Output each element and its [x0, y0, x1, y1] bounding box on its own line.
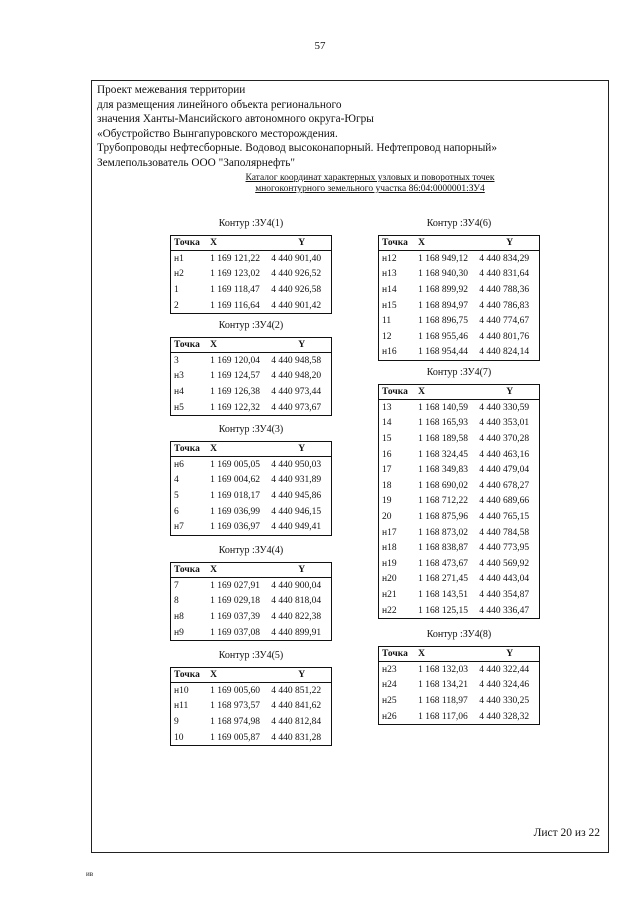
- x-cell: 1 169 027,91: [210, 580, 261, 591]
- table-row: [171, 384, 332, 400]
- table-row: [171, 353, 332, 369]
- table-row: [379, 525, 540, 541]
- point-cell: н20: [382, 574, 397, 585]
- y-cell: 4 440 330,59: [479, 402, 530, 413]
- y-cell: 4 440 946,15: [271, 506, 322, 517]
- x-cell: 1 168 954,44: [418, 347, 469, 358]
- coordinate-table: [170, 337, 332, 416]
- y-cell: 4 440 948,20: [271, 371, 322, 382]
- point-cell: н10: [174, 685, 189, 696]
- y-header: Y: [268, 668, 331, 683]
- point-cell: н1: [174, 253, 184, 264]
- point-header: Точка: [379, 647, 416, 662]
- table-row: [379, 298, 540, 314]
- y-cell: 4 440 931,89: [271, 475, 322, 486]
- point-header: Точка: [171, 338, 208, 353]
- table-row: [171, 714, 332, 730]
- x-cell: 1 168 473,67: [418, 558, 469, 569]
- table-row: [171, 609, 332, 625]
- table-row: [171, 282, 332, 298]
- x-cell: 1 168 125,15: [418, 605, 469, 616]
- contour-title: Контур :ЗУ4(7): [426, 367, 492, 378]
- point-header: Точка: [379, 236, 416, 251]
- point-cell: н9: [174, 627, 184, 638]
- x-cell: 1 169 018,17: [210, 490, 261, 501]
- x-cell: 1 169 116,64: [210, 300, 260, 311]
- x-header: X: [415, 236, 476, 251]
- y-cell: 4 440 949,41: [271, 522, 322, 533]
- contour-title: Контур :ЗУ4(8): [426, 629, 492, 640]
- table-row: [379, 267, 540, 283]
- point-cell: н26: [382, 711, 397, 722]
- point-header: Точка: [171, 442, 208, 457]
- x-header: X: [415, 385, 476, 400]
- table-row: [379, 400, 540, 416]
- table-row: [379, 509, 540, 525]
- x-cell: 1 169 037,08: [210, 627, 261, 638]
- table-row: [379, 540, 540, 556]
- table-row: [379, 693, 540, 709]
- x-cell: 1 169 037,39: [210, 611, 261, 622]
- table-row: [171, 267, 332, 283]
- table-row: [379, 313, 540, 329]
- table-row: [171, 473, 332, 489]
- x-cell: 1 169 126,38: [210, 386, 261, 397]
- y-cell: 4 440 324,46: [479, 680, 530, 691]
- x-cell: 1 168 838,87: [418, 543, 469, 554]
- point-cell: н25: [382, 695, 397, 706]
- y-cell: 4 440 353,01: [479, 418, 530, 429]
- x-cell: 1 168 949,12: [418, 253, 469, 264]
- point-cell: 9: [174, 716, 179, 727]
- table-row: [171, 298, 332, 314]
- y-cell: 4 440 812,84: [271, 716, 322, 727]
- point-cell: н11: [174, 701, 189, 712]
- point-cell: 6: [174, 506, 179, 517]
- header-line: Землепользователь ООО "Заполярнефть": [97, 156, 296, 169]
- point-cell: 5: [174, 490, 179, 501]
- y-cell: 4 440 774,67: [479, 316, 530, 327]
- point-cell: 17: [382, 465, 392, 476]
- y-cell: 4 440 801,76: [479, 331, 530, 342]
- point-cell: н4: [174, 386, 184, 397]
- table-row: [379, 678, 540, 694]
- point-cell: 20: [382, 511, 392, 522]
- header-line: для размещения линейного объекта регионального: [97, 98, 342, 111]
- y-cell: 4 440 463,16: [479, 449, 530, 460]
- x-header: X: [415, 647, 476, 662]
- x-cell: 1 168 955,46: [418, 331, 469, 342]
- y-cell: 4 440 322,44: [479, 664, 530, 675]
- table-row: [171, 488, 332, 504]
- y-cell: 4 440 926,52: [271, 269, 322, 280]
- point-cell: н24: [382, 680, 397, 691]
- x-cell: 1 168 118,97: [418, 695, 468, 706]
- point-cell: 11: [382, 316, 392, 327]
- x-cell: 1 168 973,57: [210, 701, 261, 712]
- y-cell: 4 440 831,28: [271, 732, 322, 743]
- point-cell: н16: [382, 347, 397, 358]
- point-cell: н15: [382, 300, 397, 311]
- point-cell: 16: [382, 449, 392, 460]
- y-header: Y: [476, 385, 539, 400]
- catalog-title-line: Каталог координат характерных узловых и поворотных точек: [245, 173, 495, 183]
- point-cell: н7: [174, 522, 184, 533]
- x-cell: 1 169 118,47: [210, 284, 260, 295]
- x-cell: 1 168 132,03: [418, 664, 469, 675]
- y-cell: 4 440 899,91: [271, 627, 322, 638]
- y-cell: 4 440 834,29: [479, 253, 530, 264]
- contour-title: Контур :ЗУ4(5): [218, 650, 284, 661]
- table-row: [379, 251, 540, 267]
- x-cell: 1 168 349,83: [418, 465, 469, 476]
- point-cell: 13: [382, 402, 392, 413]
- header-line: Трубопроводы нефтесборные. Водовод высоконапорный. Нефтепровод напорный»: [97, 142, 497, 154]
- table-row: [379, 282, 540, 298]
- y-cell: 4 440 831,64: [479, 269, 530, 280]
- coordinate-table: [378, 646, 540, 725]
- table-row: [379, 494, 540, 510]
- table-header-row: [171, 338, 332, 353]
- y-cell: 4 440 901,40: [271, 253, 322, 264]
- contour-title: Контур :ЗУ4(4): [218, 545, 284, 556]
- y-cell: 4 440 330,25: [479, 695, 530, 706]
- x-cell: 1 168 896,75: [418, 316, 469, 327]
- y-cell: 4 440 900,04: [271, 580, 322, 591]
- y-cell: 4 440 822,38: [271, 611, 322, 622]
- table-row: [379, 431, 540, 447]
- table-row: [171, 594, 332, 610]
- x-cell: 1 169 123,02: [210, 269, 261, 280]
- x-header: X: [207, 442, 268, 457]
- coordinate-table: [378, 384, 540, 619]
- header-line: Проект межевания территории: [97, 84, 246, 96]
- table-row: [171, 730, 332, 746]
- table-row: [379, 462, 540, 478]
- point-cell: н17: [382, 527, 397, 538]
- table-row: [171, 519, 332, 535]
- y-cell: 4 440 945,86: [271, 490, 322, 501]
- point-cell: н23: [382, 664, 397, 675]
- point-cell: 7: [174, 580, 179, 591]
- y-cell: 4 440 336,47: [479, 605, 530, 616]
- x-cell: 1 168 165,93: [418, 418, 469, 429]
- table-header-row: [171, 236, 332, 251]
- y-header: Y: [476, 647, 539, 662]
- table-row: [379, 662, 540, 678]
- x-cell: 1 169 122,32: [210, 402, 261, 413]
- y-cell: 4 440 973,44: [271, 386, 322, 397]
- table-row: [171, 683, 332, 699]
- y-header: Y: [476, 236, 539, 251]
- point-cell: 15: [382, 433, 392, 444]
- point-header: Точка: [171, 563, 208, 578]
- catalog-title-line: многоконтурного земельного участка 86:04:0000001:ЗУ4: [255, 184, 485, 194]
- table-header-row: [379, 385, 540, 400]
- table-header-row: [379, 647, 540, 662]
- margin-mark: ив: [86, 870, 94, 878]
- point-cell: 4: [174, 475, 179, 486]
- y-cell: 4 440 569,92: [479, 558, 530, 569]
- point-cell: 19: [382, 496, 392, 507]
- x-cell: 1 169 005,05: [210, 459, 261, 470]
- y-cell: 4 440 950,03: [271, 459, 322, 470]
- contour-title: Контур :ЗУ4(6): [426, 218, 492, 229]
- coordinate-table: [170, 667, 332, 746]
- point-cell: н12: [382, 253, 397, 264]
- table-row: [171, 251, 332, 267]
- table-row: [379, 416, 540, 432]
- header-line: «Обустройство Вынгапуровского месторождения.: [97, 127, 338, 140]
- x-cell: 1 168 873,02: [418, 527, 469, 538]
- point-cell: н21: [382, 589, 397, 600]
- table-row: [171, 625, 332, 641]
- table-header-row: [171, 563, 332, 578]
- x-cell: 1 168 899,92: [418, 284, 469, 295]
- point-cell: н3: [174, 371, 184, 382]
- table-row: [379, 556, 540, 572]
- coordinate-table: [170, 235, 332, 314]
- point-cell: н6: [174, 459, 184, 470]
- x-cell: 1 168 117,06: [418, 711, 468, 722]
- x-cell: 1 168 712,22: [418, 496, 469, 507]
- contour-title: Контур :ЗУ4(2): [218, 320, 284, 331]
- x-cell: 1 168 324,45: [418, 449, 469, 460]
- table-row: [171, 400, 332, 416]
- x-cell: 1 169 005,60: [210, 685, 261, 696]
- point-cell: н18: [382, 543, 397, 554]
- x-cell: 1 169 036,97: [210, 522, 261, 533]
- x-cell: 1 169 036,99: [210, 506, 261, 517]
- contour-title: Контур :ЗУ4(1): [218, 218, 284, 229]
- table-row: [379, 478, 540, 494]
- y-cell: 4 440 328,32: [479, 711, 530, 722]
- y-cell: 4 440 824,14: [479, 347, 530, 358]
- y-cell: 4 440 926,58: [271, 284, 322, 295]
- y-cell: 4 440 788,36: [479, 284, 530, 295]
- x-cell: 1 168 189,58: [418, 433, 469, 444]
- x-cell: 1 169 029,18: [210, 596, 261, 607]
- y-header: Y: [268, 442, 331, 457]
- point-cell: 8: [174, 596, 179, 607]
- table-row: [171, 578, 332, 594]
- x-cell: 1 168 134,21: [418, 680, 469, 691]
- table-header-row: [171, 442, 332, 457]
- point-cell: 14: [382, 418, 392, 429]
- y-cell: 4 440 765,15: [479, 511, 530, 522]
- x-cell: 1 168 894,97: [418, 300, 469, 311]
- point-cell: н22: [382, 605, 397, 616]
- y-cell: 4 440 689,66: [479, 496, 530, 507]
- x-cell: 1 168 940,30: [418, 269, 469, 280]
- contour-title: Контур :ЗУ4(3): [218, 424, 284, 435]
- x-cell: 1 169 121,22: [210, 253, 261, 264]
- x-cell: 1 169 004,62: [210, 475, 261, 486]
- x-cell: 1 168 974,98: [210, 716, 261, 727]
- point-cell: н2: [174, 269, 184, 280]
- y-cell: 4 440 901,42: [271, 300, 322, 311]
- point-cell: 1: [174, 284, 179, 295]
- y-cell: 4 440 786,83: [479, 300, 530, 311]
- point-cell: н19: [382, 558, 397, 569]
- table-header-row: [379, 236, 540, 251]
- x-header: X: [207, 668, 268, 683]
- y-cell: 4 440 354,87: [479, 589, 530, 600]
- coordinate-table: [170, 441, 332, 536]
- point-header: Точка: [379, 385, 416, 400]
- x-cell: 1 168 271,45: [418, 574, 469, 585]
- table-header-row: [171, 668, 332, 683]
- table-row: [171, 699, 332, 715]
- point-header: Точка: [171, 236, 208, 251]
- y-cell: 4 440 443,04: [479, 574, 530, 585]
- point-cell: 18: [382, 480, 392, 491]
- y-cell: 4 440 784,58: [479, 527, 530, 538]
- coordinate-table: [170, 562, 332, 641]
- x-header: X: [207, 236, 268, 251]
- y-cell: 4 440 948,58: [271, 355, 322, 366]
- x-cell: 1 169 124,57: [210, 371, 261, 382]
- x-header: X: [207, 563, 268, 578]
- table-row: [171, 504, 332, 520]
- page-number: 57: [314, 40, 326, 52]
- table-row: [379, 447, 540, 463]
- x-cell: 1 169 120,04: [210, 355, 261, 366]
- x-cell: 1 168 140,59: [418, 402, 469, 413]
- table-row: [379, 603, 540, 619]
- table-row: [379, 572, 540, 588]
- x-cell: 1 168 143,51: [418, 589, 469, 600]
- catalog-title: [200, 173, 540, 195]
- sheet-footer: Лист 20 из 22: [533, 827, 600, 839]
- point-cell: 3: [174, 355, 179, 366]
- table-row: [379, 587, 540, 603]
- x-cell: 1 169 005,87: [210, 732, 261, 743]
- table-row: [379, 709, 540, 725]
- point-cell: н5: [174, 402, 184, 413]
- y-cell: 4 440 973,67: [271, 402, 322, 413]
- point-cell: н13: [382, 269, 397, 280]
- x-cell: 1 168 875,96: [418, 511, 469, 522]
- y-cell: 4 440 773,95: [479, 543, 530, 554]
- x-cell: 1 168 690,02: [418, 480, 469, 491]
- table-row: [379, 329, 540, 345]
- point-cell: н8: [174, 611, 184, 622]
- point-cell: 12: [382, 331, 392, 342]
- y-cell: 4 440 818,04: [271, 596, 322, 607]
- point-cell: н14: [382, 284, 397, 295]
- coordinate-table: [378, 235, 540, 361]
- y-cell: 4 440 370,28: [479, 433, 530, 444]
- table-row: [171, 369, 332, 385]
- y-cell: 4 440 678,27: [479, 480, 530, 491]
- table-row: [379, 345, 540, 361]
- header-line: значения Ханты-Мансийского автономного округа-Югры: [97, 113, 374, 125]
- point-cell: 10: [174, 732, 184, 743]
- y-cell: 4 440 851,22: [271, 685, 322, 696]
- y-header: Y: [268, 338, 331, 353]
- y-header: Y: [268, 236, 331, 251]
- x-header: X: [207, 338, 268, 353]
- project-header: [97, 83, 497, 170]
- y-cell: 4 440 841,62: [271, 701, 322, 712]
- y-header: Y: [268, 563, 331, 578]
- point-header: Точка: [171, 668, 208, 683]
- table-row: [171, 457, 332, 473]
- y-cell: 4 440 479,04: [479, 465, 530, 476]
- point-cell: 2: [174, 300, 179, 311]
